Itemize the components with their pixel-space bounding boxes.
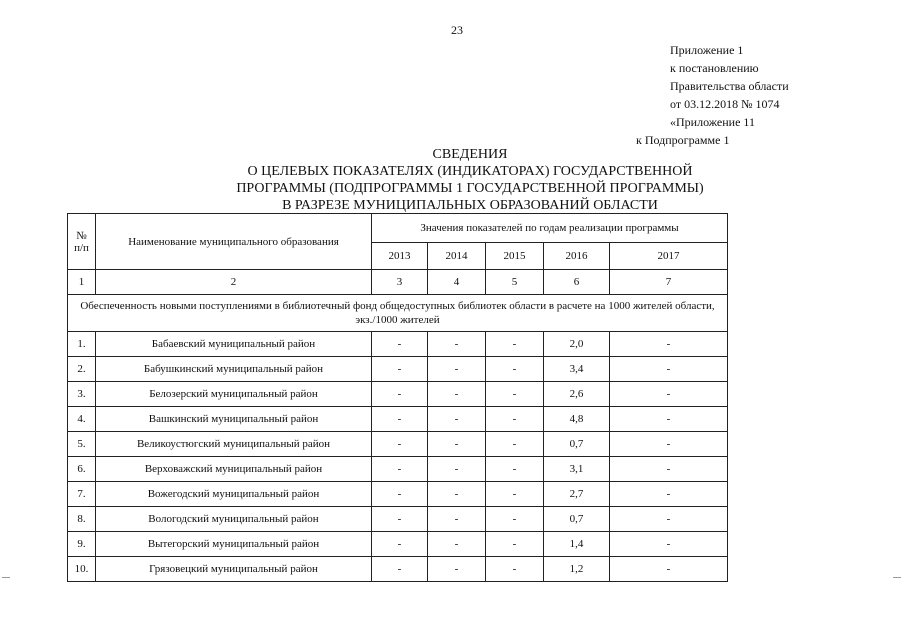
row-number: 8. (68, 507, 96, 532)
value-2017: - (610, 357, 728, 382)
value-2017: - (610, 507, 728, 532)
column-index: 6 (544, 270, 610, 295)
value-2016: 1,4 (544, 532, 610, 557)
value-2017: - (610, 532, 728, 557)
value-2013: - (372, 532, 428, 557)
row-number: 6. (68, 457, 96, 482)
value-2016: 1,2 (544, 557, 610, 582)
scan-margin-mark (893, 577, 901, 578)
value-2014: - (428, 432, 486, 457)
value-2016: 0,7 (544, 507, 610, 532)
title-line: О ЦЕЛЕВЫХ ПОКАЗАТЕЛЯХ (ИНДИКАТОРАХ) ГОСУДАРСТВЕННОЙ (247, 164, 693, 179)
value-2017: - (610, 407, 728, 432)
appendix-line: от 03.12.2018 № 1074 (670, 97, 780, 111)
row-number: 7. (68, 482, 96, 507)
value-2015: - (486, 557, 544, 582)
municipality-name: Бабаевский муниципальный район (96, 332, 372, 357)
table-row (68, 382, 728, 407)
page-number: 23 (451, 23, 463, 37)
table-row (68, 482, 728, 507)
header-name: Наименование муниципального образования (96, 214, 372, 270)
value-2017: - (610, 557, 728, 582)
value-2013: - (372, 382, 428, 407)
value-2014: - (428, 357, 486, 382)
value-2013: - (372, 557, 428, 582)
value-2015: - (486, 482, 544, 507)
value-2014: - (428, 332, 486, 357)
municipality-name: Бабушкинский муниципальный район (96, 357, 372, 382)
row-number: 2. (68, 357, 96, 382)
value-2017: - (610, 382, 728, 407)
appendix-line: к постановлению (670, 61, 759, 75)
row-number: 5. (68, 432, 96, 457)
value-2015: - (486, 532, 544, 557)
value-2015: - (486, 507, 544, 532)
row-number: 9. (68, 532, 96, 557)
header-year: 2015 (486, 243, 544, 270)
header-num: № п/п (68, 214, 96, 270)
value-2015: - (486, 407, 544, 432)
value-2017: - (610, 482, 728, 507)
appendix-line: к Подпрограмме 1 (636, 133, 730, 147)
value-2016: 3,4 (544, 357, 610, 382)
document-title (150, 146, 790, 214)
value-2016: 2,6 (544, 382, 610, 407)
municipality-name: Грязовецкий муниципальный район (96, 557, 372, 582)
value-2016: 2,0 (544, 332, 610, 357)
table-row (68, 532, 728, 557)
value-2013: - (372, 482, 428, 507)
value-2013: - (372, 507, 428, 532)
value-2014: - (428, 507, 486, 532)
table-body (68, 332, 728, 582)
column-index: 7 (610, 270, 728, 295)
value-2015: - (486, 332, 544, 357)
municipality-name: Верховажский муниципальный район (96, 457, 372, 482)
value-2014: - (428, 482, 486, 507)
value-2014: - (428, 532, 486, 557)
scan-margin-mark (2, 577, 10, 578)
table-row (68, 432, 728, 457)
column-index: 3 (372, 270, 428, 295)
value-2016: 2,7 (544, 482, 610, 507)
header-year: 2017 (610, 243, 728, 270)
value-2015: - (486, 432, 544, 457)
municipality-name: Великоустюгский муниципальный район (96, 432, 372, 457)
municipality-name: Вытегорский муниципальный район (96, 532, 372, 557)
appendix-line: Правительства области (670, 79, 789, 93)
table-row (68, 557, 728, 582)
value-2016: 0,7 (544, 432, 610, 457)
value-2014: - (428, 457, 486, 482)
row-number: 1. (68, 332, 96, 357)
value-2013: - (372, 432, 428, 457)
column-index: 2 (96, 270, 372, 295)
value-2013: - (372, 407, 428, 432)
value-2013: - (372, 332, 428, 357)
header-year: 2016 (544, 243, 610, 270)
value-2014: - (428, 382, 486, 407)
table-row (68, 357, 728, 382)
row-number: 3. (68, 382, 96, 407)
appendix-line: Приложение 1 (670, 43, 744, 57)
value-2013: - (372, 357, 428, 382)
value-2017: - (610, 432, 728, 457)
column-index: 4 (428, 270, 486, 295)
value-2015: - (486, 382, 544, 407)
appendix-line: «Приложение 11 (670, 115, 755, 129)
indicators-table (67, 213, 728, 582)
municipality-name: Вологодский муниципальный район (96, 507, 372, 532)
municipality-name: Белозерский муниципальный район (96, 382, 372, 407)
title-line: В РАЗРЕЗЕ МУНИЦИПАЛЬНЫХ ОБРАЗОВАНИЙ ОБЛАСТИ (282, 198, 658, 213)
column-index: 1 (68, 270, 96, 295)
value-2015: - (486, 457, 544, 482)
header-year: 2013 (372, 243, 428, 270)
table-row (68, 457, 728, 482)
column-index: 5 (486, 270, 544, 295)
value-2015: - (486, 357, 544, 382)
table-row (68, 507, 728, 532)
row-number: 10. (68, 557, 96, 582)
table-row (68, 407, 728, 432)
title-line: СВЕДЕНИЯ (432, 147, 508, 162)
municipality-name: Вожегодский муниципальный район (96, 482, 372, 507)
header-year: 2014 (428, 243, 486, 270)
table-row (68, 332, 728, 357)
value-2016: 4,8 (544, 407, 610, 432)
value-2014: - (428, 407, 486, 432)
value-2017: - (610, 332, 728, 357)
header-values-group: Значения показателей по годам реализации программы (372, 214, 728, 243)
indicator-caption: Обеспеченность новыми поступлениями в библиотечный фонд общедоступных библиотек области в расчете на 1000 жителей области, экз./1000 жителей (68, 295, 728, 332)
value-2016: 3,1 (544, 457, 610, 482)
value-2014: - (428, 557, 486, 582)
appendix-block (636, 41, 836, 149)
value-2013: - (372, 457, 428, 482)
row-number: 4. (68, 407, 96, 432)
municipality-name: Вашкинский муниципальный район (96, 407, 372, 432)
value-2017: - (610, 457, 728, 482)
title-line: ПРОГРАММЫ (ПОДПРОГРАММЫ 1 ГОСУДАРСТВЕННОЙ ПРОГРАММЫ) (236, 181, 704, 196)
